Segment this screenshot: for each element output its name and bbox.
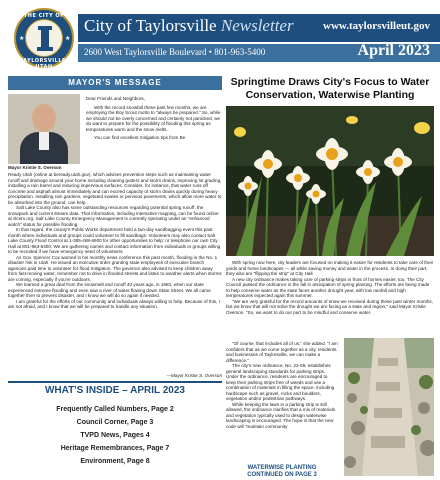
jump-line-1: WATERWISE PLANTING	[247, 465, 317, 471]
letter-body	[8, 172, 222, 310]
mayor-signature: —Mayor Kristie S. Overson	[166, 373, 222, 378]
masthead	[0, 0, 440, 72]
seal-center	[25, 19, 63, 57]
story-paragraph: While keeping the lawn in a parking strip is still allowed, the ordinance clarifies that a mix of materials and vegetation typically used to design waterwise landscaping is encouraged. The hope is that the new code will "maintain community	[226, 401, 336, 429]
parking-strip-photo	[344, 338, 434, 476]
seal-top-text: THE CITY OF	[23, 13, 65, 19]
letter-paragraph: In that regard, the county's Public Works department held a two-day sandbagging event this past month where individuals and groups could volunteer to fill sandbags. Volunteers may also contact Salt Lake County Flood Control at 1-385-468-6600 for other opportunities to help; or telephone our own City Hall at 801-963-5400. We are gathering names and contact information from individuals or groups willing to be recruited if we have emergency need of volunteers.	[8, 227, 221, 254]
newsletter-word: Newsletter	[220, 16, 294, 35]
inside-item[interactable]: Frequently Called Numbers, Page 2	[56, 406, 174, 413]
website-link[interactable]: www.taylorsvilleut.gov	[323, 20, 430, 32]
letter-paragraph: You can find excellent mitigation tips from Be	[94, 135, 186, 140]
whats-inside-list	[8, 403, 222, 468]
feature-lead	[226, 260, 434, 315]
jump-line-2: CONTINUED ON PAGE 3	[247, 472, 317, 478]
story-paragraph: "We are very grateful for the record amounts of snow we received during these past winter months, but we know that will not solve the drought we are facing as a state and region," said Mayor Kristie Overson. "So, we want to do our part to be mindful and conserve water.	[226, 298, 433, 315]
feature-continued	[226, 341, 338, 429]
daffodil-illustration	[226, 106, 434, 256]
letter-paragraph: I am grateful for the efforts of our community and individuals always willing to help. Because of this, I am not afraid, and I know that we will be prepared to handle any situation.	[8, 298, 220, 309]
newsletter-title	[84, 16, 294, 36]
story-paragraph: The city's new ordinance, No. 22-08, establishes general landscaping standards for parking strips. Under the ordinance, residents are encouraged to keep their parking strips free of weeds and use a combination of materials in filling the space, including hardscape such as gravel, rocks and boulders, vegetation and/or pedestrian pathways.	[226, 363, 335, 401]
inside-item[interactable]: Environment, Page 8	[80, 458, 150, 465]
mayors-message-column	[8, 76, 222, 480]
mayor-photo	[8, 94, 80, 164]
star-icon: ★	[19, 35, 25, 42]
city-seal-icon	[14, 8, 74, 68]
feature-story-column	[226, 76, 434, 480]
inside-item[interactable]: TVPD News, Pages 4	[80, 432, 150, 439]
letter-paragraph: As Gov. Spencer Cox warned in his monthly news conference this past month, flooding is the No. 1 disaster risk in Utah. He issued an executive order granting state employees of executive branch agencies paid time to volunteer for flood mitigation. The governor also advised to keep children away from fast-moving water, remember not to drive in flooded streets and listen to weather alerts when storms are coming, especially if you're outdoors.	[8, 254, 222, 282]
letter-paragraph: Ready Utah (online at beready.utah.gov), which advises prevention steps such as maintaining water runoff and drainage around your home including cleaning gutters and storm drains, improving lot grading, installing a rain barrel and reducing impervious surfaces. Consider, for instance, that water runs off concrete and asphalt almost immediately and can exceed capacity of storm drains quickly during heavy precipitation. Installing rain gardens, vegetated swales or pervious pavements, which allow more water to be absorbed into the ground, can help.	[8, 172, 222, 205]
letter-paragraph: Dear Friends and Neighbors,	[86, 96, 145, 101]
letter-paragraph: With the record snowfall these past few months, we are employing the Boy Scout motto to "always be prepared." So, while we should not be overly concerned and certainly not panicked, we do want to prepare for the possibility of flooding this spring as temperatures warm and the snow melts.	[86, 104, 221, 132]
star-icon: ★	[65, 35, 71, 42]
issue-date: April 2023	[357, 42, 430, 59]
letter-intro	[86, 96, 222, 144]
address-phone: 2600 West Taylorsville Boulevard • 801-963-5400	[84, 47, 266, 57]
seal-bottom-text: TAYLORSVILLE, UTAH	[19, 58, 69, 70]
inside-item[interactable]: Heritage Remembrances, Page 7	[60, 445, 170, 452]
daffodil-photo	[226, 106, 434, 256]
story-paragraph: "Of course, that includes all of us," she added. "I am confident that as we come together as a city, residents and businesses of Taylorsville, we can make a difference."	[226, 341, 338, 363]
whats-inside-heading: WHAT'S INSIDE – APRIL 2023	[44, 385, 185, 396]
story-paragraph: A new city ordinance makes taking care of parking strips in front of homes easier, too. The City Council passed the ordinance in the fall in anticipation of spring planting. The efforts are being made to help conserve water as the state faces another drought year, with low rainfall and high temperatures expected again this summer.	[226, 276, 430, 298]
city-name: City of Taylorsville	[84, 16, 217, 35]
letter-paragraph: Salt Lake County also has some outstanding resources regarding potential spring runoff, the snowpack and current stream data. That information, including interactive mapping, can be found online at slcem.org. Salt Lake County Emergency Management is currently operating under an "enhanced watch" status for possible flooding.	[8, 205, 219, 227]
inside-item[interactable]: Council Corner, Page 3	[76, 419, 154, 426]
mayor-photo-caption: Mayor Kristie S. Overson	[8, 165, 62, 170]
whats-inside-box	[8, 381, 222, 477]
mayors-message-heading: MAYOR'S MESSAGE	[8, 76, 222, 90]
story-paragraph: With spring now here, city leaders are focused on making it easier for residents to take care of their yards and home landscapes — all while saving money and water in the process. In doing their part, they also are "flipping the strip" at City Hall.	[226, 260, 434, 276]
continued-on-page-link[interactable]	[226, 465, 338, 479]
parking-strip-illustration	[344, 338, 434, 476]
feature-headline: Springtime Draws City's Focus to Water Conservation, Waterwise Planting	[230, 76, 430, 101]
letter-paragraph: We learned a great deal from the snowmelt and runoff 40 years ago, in 1983, when our state experienced extreme flooding and even saw a river of water flowing down State Street. We all came together then to prevent disaster, and I know we will do so again if needed.	[8, 282, 211, 298]
